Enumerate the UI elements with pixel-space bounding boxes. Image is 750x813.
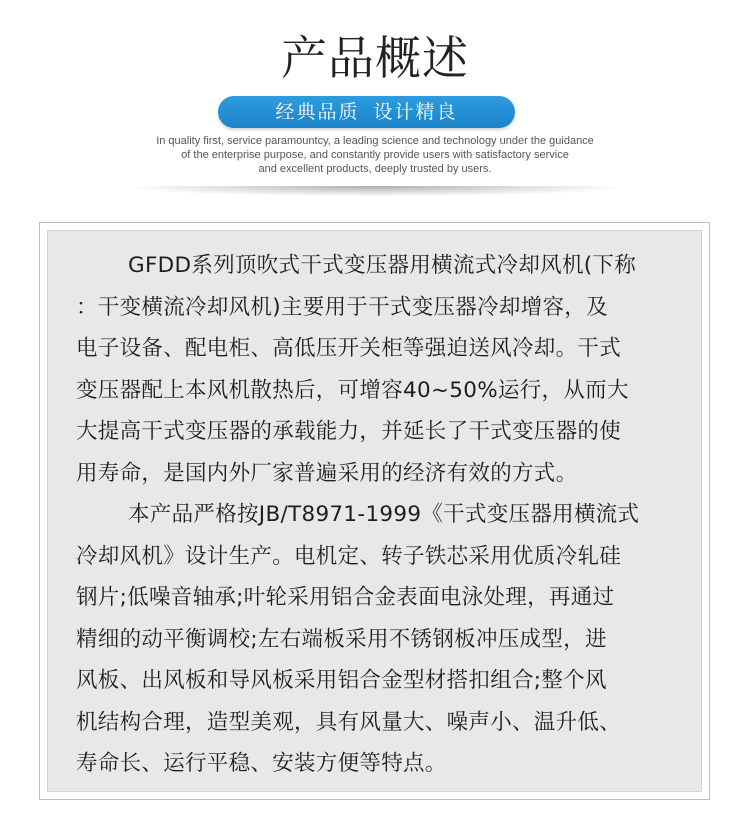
text-line: GFDD系列顶吹式干式变压器用横流式冷却风机(下称: [128, 253, 637, 278]
tagline-line: and excellent products, deeply trusted by users.: [258, 163, 492, 175]
text-line: ：干变横流冷却风机)主要用于干式变压器冷却增容，及: [76, 294, 608, 320]
tagline-line: In quality first, service paramountcy, a leading science and technology under the guidance: [156, 135, 594, 147]
description-paragraph-1: [76, 245, 689, 494]
text-line: 大提高干式变压器的承载能力，并延长了干式变压器的使: [76, 419, 622, 444]
tagline-line: of the enterprise purpose, and constantly provide users with satisfactory service: [181, 149, 569, 161]
page-title: 产品概述: [281, 31, 469, 85]
text-line: 本产品严格按JB/T8971-1999《干式变压器用横流式: [128, 502, 640, 527]
divider-shadow: [135, 186, 615, 196]
text-line: 寿命长、运行平稳、安装方便等特点。: [76, 751, 447, 776]
content-frame: [39, 222, 710, 800]
text-line: 冷却风机》设计生产。电机定、转子铁芯采用优质冷轧硅: [76, 543, 622, 569]
text-line: 机结构合理，造型美观，具有风量大、噪声小、温升低、: [76, 709, 622, 735]
description-paragraph-2: [76, 494, 689, 785]
text-line: 钢片;低噪音轴承;叶轮采用铝合金表面电泳处理，再通过: [76, 585, 615, 610]
slogan-badge: 经典品质 设计精良: [218, 96, 515, 128]
tagline: [90, 134, 660, 176]
text-line: 变压器配上本风机散热后，可增容40~50%运行，从而大: [76, 377, 629, 403]
text-line: 用寿命，是国内外厂家普遍采用的经济有效的方式。: [76, 460, 578, 486]
text-line: 精细的动平衡调校;左右端板采用不锈钢板冲压成型，进: [76, 626, 607, 652]
text-line: 风板、出风板和导风板采用铝合金型材搭扣组合;整个风: [76, 668, 607, 693]
text-line: 电子设备、配电柜、高低压开关柜等强迫送风冷却。干式: [76, 336, 622, 361]
description-box: [47, 230, 702, 792]
